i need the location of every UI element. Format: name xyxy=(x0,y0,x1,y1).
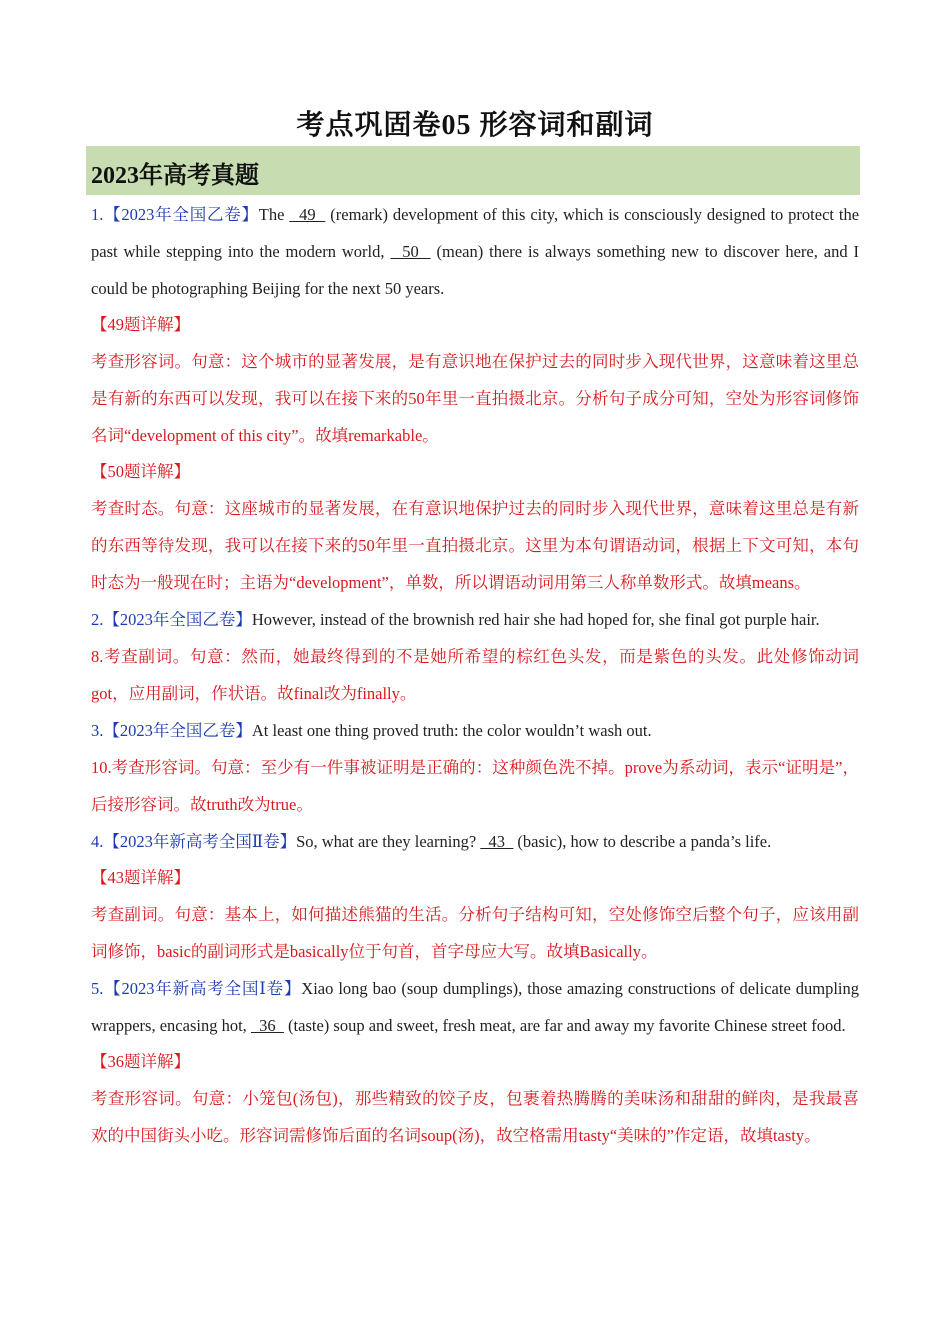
question-5 xyxy=(91,970,859,1044)
question-number: 4. xyxy=(91,832,104,851)
explanation-body: 考查副词。句意：基本上，如何描述熊猫的生活。分析句子结构可知，空处修饰空后整个句子，应该用副词修饰，basic的副词形式是basically位于句首，首字母应大写。故填Basically。 xyxy=(91,905,859,961)
question-3 xyxy=(91,712,859,749)
question-text: Xiao long bao (soup dumplings), those amazing constructions of delicate dumpling wrappers, encasing hot, xyxy=(91,979,859,1035)
question-1 xyxy=(91,196,859,307)
question-source: 【2023年全国乙卷】 xyxy=(103,610,252,629)
section-header xyxy=(86,146,860,195)
explanation-heading: 【36题详解】 xyxy=(91,1052,190,1071)
question-text: (taste) soup and sweet, fresh meat, are far and away my favorite Chinese street food. xyxy=(288,1016,846,1035)
explanation-body: 考查时态。句意：这座城市的显著发展，在有意识地保护过去的同时步入现代世界，意味着这里总是有新的东西等待发现，我可以在接下来的50年里一直拍摄北京。这里为本句谓语动词，根据上下文可知，本句时态为一般现在时；主语为“development”，单数，所以谓语动词用第三人称单数形式。故填means。 xyxy=(91,499,859,592)
answer-blank: 36 xyxy=(250,1016,284,1035)
question-text: (mean) there is always something new to discover here, and I could be photographing Beijing for the next 50 years. xyxy=(91,242,860,298)
explanation-body: 8.考查副词。句意：然而，她最终得到的不是她所希望的棕红色头发，而是紫色的头发。此处修饰动词got，应用副词，作状语。故final改为finally。 xyxy=(91,647,859,703)
page-title: 考点巩固卷05 形容词和副词 xyxy=(296,110,654,141)
answer-blank: 49 xyxy=(289,205,326,224)
answer-blank: 43 xyxy=(480,832,514,851)
explanation-body: 10.考查形容词。句意：至少有一件事被证明是正确的：这种颜色洗不掉。prove为系动词，表示“证明是”，后接形容词。故truth改为true。 xyxy=(91,758,859,814)
question-text: So, what are they learning? xyxy=(296,832,477,851)
question-source: 【2023年新高考全国Ⅰ卷】 xyxy=(103,979,302,998)
question-text: However, instead of the brownish red hair she had hoped for, she final got purple hair. xyxy=(251,610,820,629)
question-text: (remark) development of this city, which is consciously designed to protect the past while stepping into the modern world, xyxy=(91,205,860,261)
explanation-body: 考查形容词。句意：这个城市的显著发展，是有意识地在保护过去的同时步入现代世界，这意味着这里总是有新的东西可以发现，我可以在接下来的50年里一直拍摄北京。分析句子成分可知，空处为形容词修饰名词“development of this city”。故填remarkable。 xyxy=(91,352,859,445)
question-text: At least one thing proved truth: the color wouldn’t wash out. xyxy=(251,721,652,740)
question-4 xyxy=(91,823,859,860)
question-number: 3. xyxy=(91,721,104,740)
question-number: 5. xyxy=(91,979,104,998)
question-number: 1. xyxy=(91,205,104,224)
explanation-heading: 【50题详解】 xyxy=(91,462,190,481)
question-source: 【2023年新高考全国Ⅱ卷】 xyxy=(103,832,297,851)
question-2 xyxy=(91,601,859,638)
question-text: (basic), how to describe a panda’s life. xyxy=(517,832,772,851)
explanation-heading: 【43题详解】 xyxy=(91,868,190,887)
question-number: 2. xyxy=(91,610,104,629)
section-title: 2023年高考真题 xyxy=(91,163,259,189)
answer-blank: 50 xyxy=(390,242,431,261)
explanation-body: 考查形容词。句意：小笼包(汤包)，那些精致的饺子皮，包裹着热腾腾的美味汤和甜甜的鲜肉，是我最喜欢的中国街头小吃。形容词需修饰后面的名词soup(汤)，故空格需用tasty“美味的”作定语，故填tasty。 xyxy=(91,1089,859,1145)
document-content xyxy=(91,196,859,1154)
explanation-heading: 【49题详解】 xyxy=(91,315,190,334)
question-source: 【2023年全国乙卷】 xyxy=(103,721,252,740)
question-text: The xyxy=(258,205,285,224)
question-source: 【2023年全国乙卷】 xyxy=(103,205,259,224)
